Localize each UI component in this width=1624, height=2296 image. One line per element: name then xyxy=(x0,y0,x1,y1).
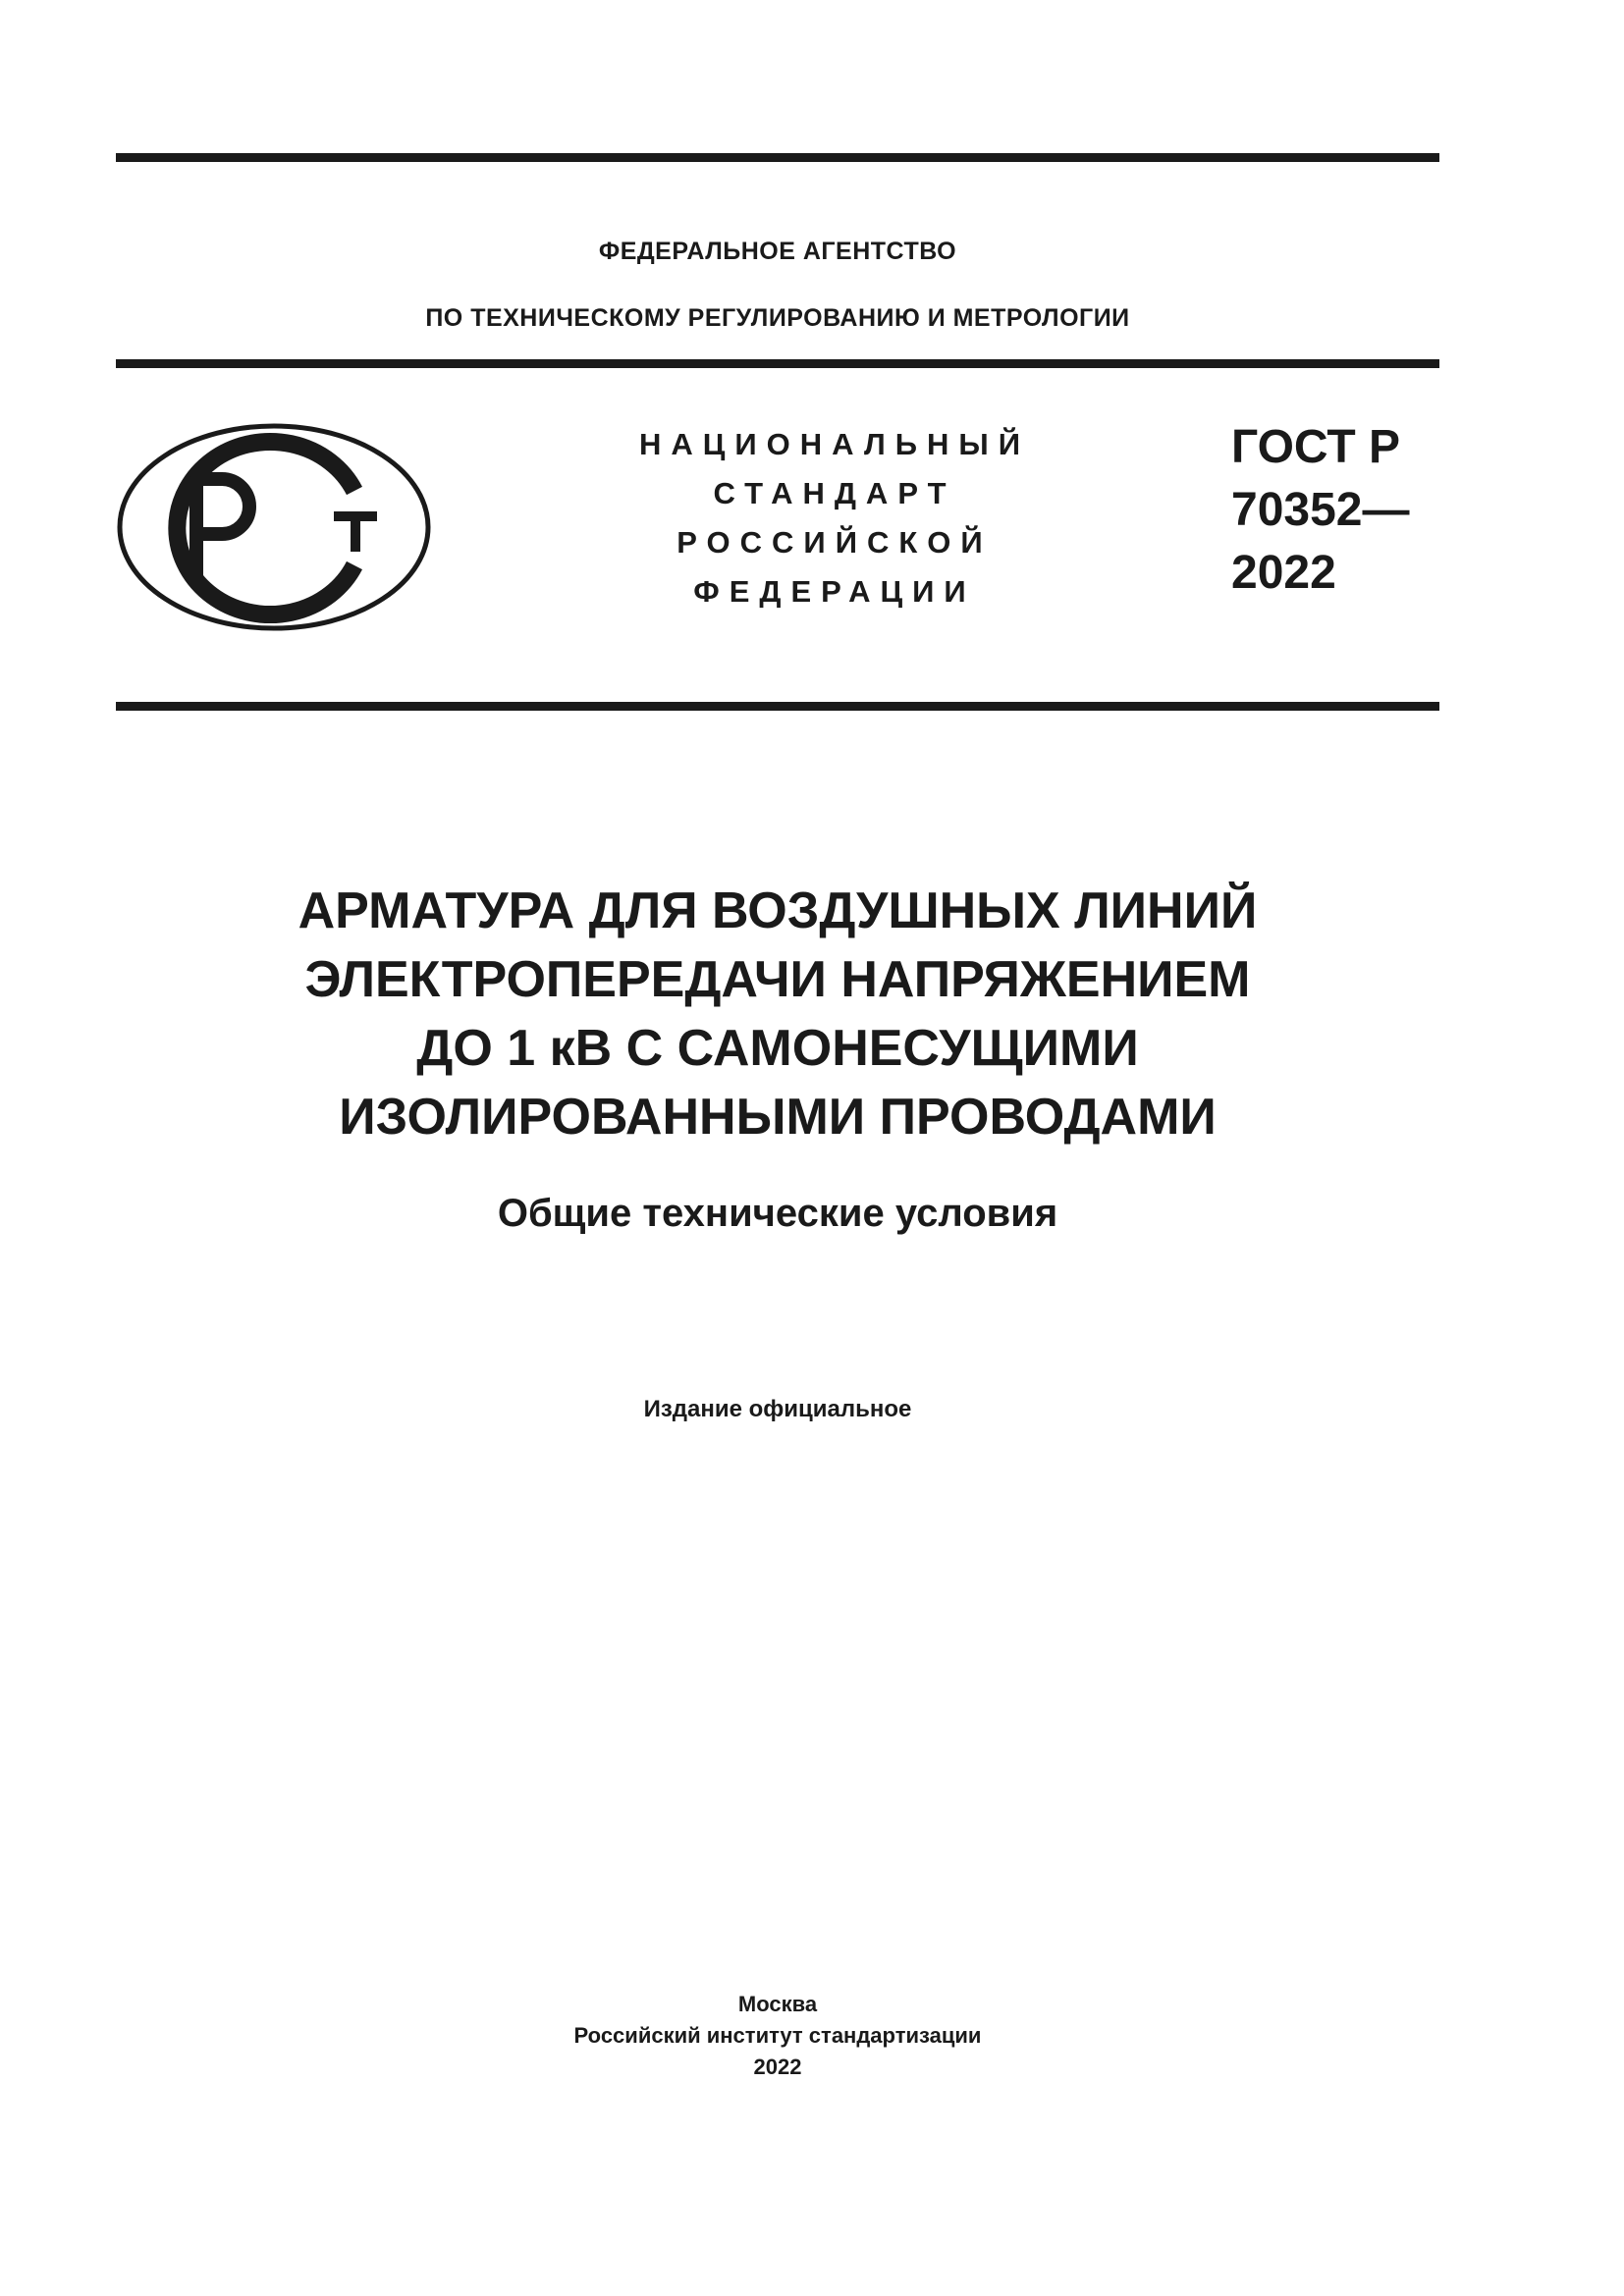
edition-note: Издание официальное xyxy=(643,1396,912,1422)
national-standard-label xyxy=(579,420,1090,616)
imprint xyxy=(116,1989,1439,2083)
national-line-4: ФЕДЕРАЦИИ xyxy=(693,574,976,609)
top-rule xyxy=(116,153,1439,162)
imprint-year: 2022 xyxy=(753,2055,802,2079)
designation-line-3: 2022 xyxy=(1231,547,1336,599)
designation-line-2: 70352— xyxy=(1231,484,1410,536)
gost-r-logo-icon xyxy=(116,422,432,632)
agency-header xyxy=(116,218,1439,351)
standard-designation xyxy=(1231,416,1409,605)
national-line-2: СТАНДАРТ xyxy=(713,476,956,510)
bottom-rule xyxy=(116,702,1439,711)
document-title xyxy=(116,877,1439,1151)
national-line-1: НАЦИОНАЛЬНЫЙ xyxy=(638,427,1031,461)
title-line-1: АРМАТУРА ДЛЯ ВОЗДУШНЫХ ЛИНИЙ xyxy=(298,882,1258,939)
title-line-2: ЭЛЕКТРОПЕРЕДАЧИ НАПРЯЖЕНИЕМ xyxy=(304,951,1251,1008)
middle-rule xyxy=(116,359,1439,368)
national-line-3: РОССИЙСКОЙ xyxy=(677,525,993,560)
agency-line-2: ПО ТЕХНИЧЕСКОМУ РЕГУЛИРОВАНИЮ И МЕТРОЛОГИИ xyxy=(425,304,1130,332)
agency-line-1: ФЕДЕРАЛЬНОЕ АГЕНТСТВО xyxy=(598,238,957,265)
designation-line-1: ГОСТ Р xyxy=(1231,421,1401,473)
document-subtitle: Общие технические условия xyxy=(497,1192,1058,1235)
title-line-4: ИЗОЛИРОВАННЫМИ ПРОВОДАМИ xyxy=(339,1089,1217,1146)
imprint-publisher: Российский институт стандартизации xyxy=(573,2023,982,2048)
title-line-3: ДО 1 кВ С САМОНЕСУЩИМИ xyxy=(416,1020,1139,1077)
imprint-city: Москва xyxy=(737,1992,818,2016)
